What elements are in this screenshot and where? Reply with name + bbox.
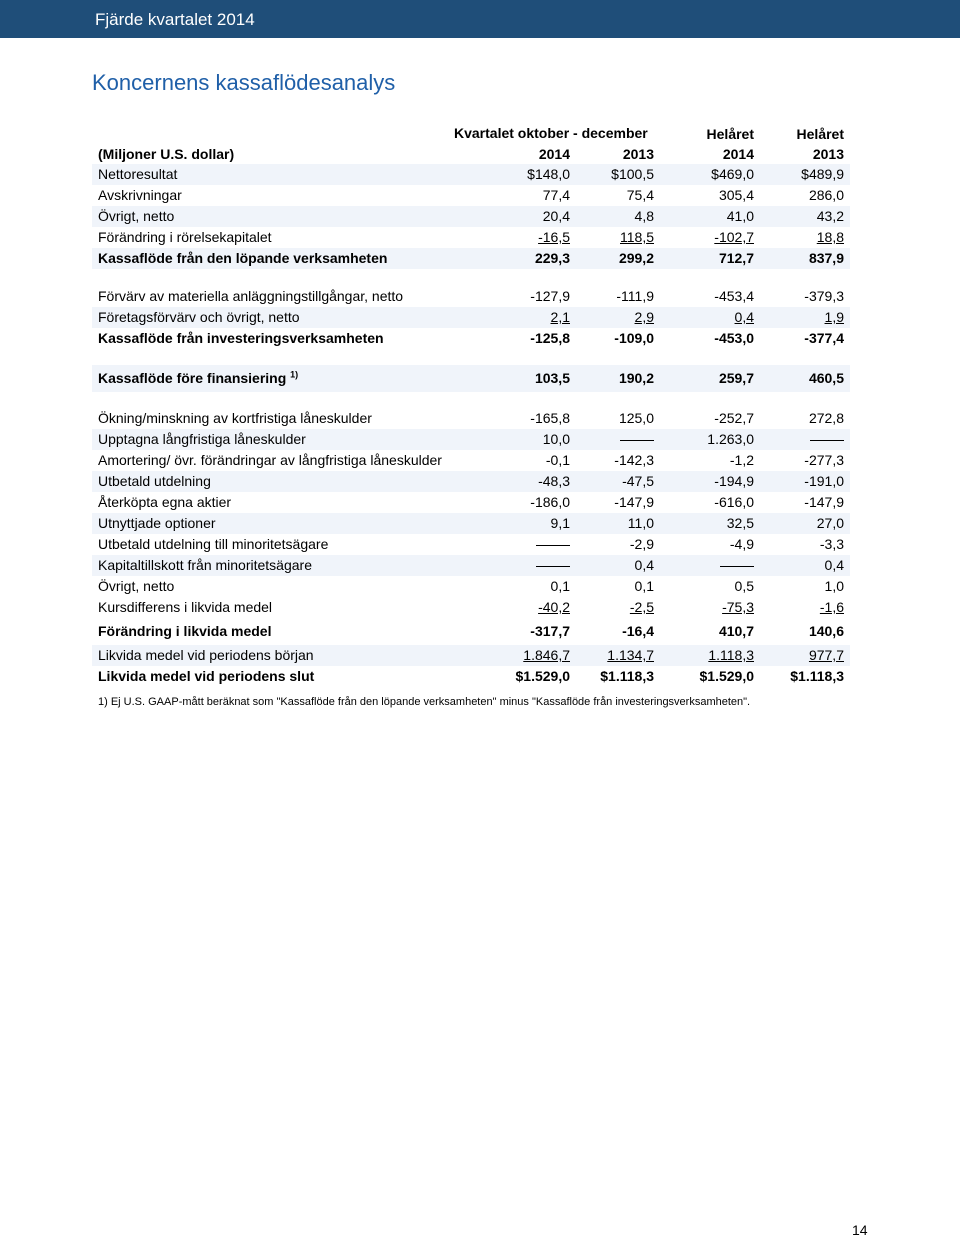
- cell-value: $1.529,0: [515, 668, 570, 684]
- row-label: Förändring i rörelsekapitalet: [98, 229, 272, 245]
- row-label: Övrigt, netto: [98, 208, 175, 224]
- cell-value: 18,8: [816, 229, 844, 245]
- cell-value: 305,4: [718, 187, 754, 203]
- col-header-q2014: 2014: [538, 146, 570, 162]
- cell-value: -252,7: [714, 410, 754, 426]
- page-title: Koncernens kassaflödesanalys: [92, 70, 396, 95]
- cell-value: 259,7: [718, 370, 754, 386]
- cell-value: 460,5: [808, 370, 844, 386]
- cell-value: [620, 429, 654, 450]
- table-row: [92, 248, 850, 269]
- banner-text: Fjärde kvartalet 2014: [95, 10, 255, 29]
- header-banner: [0, 0, 960, 38]
- cell-value: -40,2: [538, 599, 570, 615]
- table-row: [92, 450, 850, 471]
- cell-value: -317,7: [530, 623, 570, 639]
- unit-label: (Miljoner U.S. dollar): [98, 146, 235, 162]
- col-header-y2013: 2013: [812, 146, 844, 162]
- cell-value: -127,9: [530, 288, 570, 304]
- cell-value: -186,0: [530, 494, 570, 510]
- cell-value: -379,3: [804, 288, 844, 304]
- cashflow-table: [92, 164, 850, 687]
- table-row: [92, 666, 850, 687]
- cell-value: -102,7: [714, 229, 754, 245]
- row-label: Nettoresultat: [98, 166, 178, 182]
- table-row: [92, 429, 850, 450]
- cell-value: 11,0: [627, 515, 654, 531]
- cell-value: 1.263,0: [707, 431, 754, 447]
- table-row: [92, 307, 850, 328]
- cell-value: 1.134,7: [607, 647, 654, 663]
- cell-value: 118,5: [620, 229, 654, 245]
- row-label: Kapitaltillskott från minoritetsägare: [98, 557, 312, 573]
- table-row: [92, 408, 850, 429]
- row-label: Avskrivningar: [98, 187, 182, 203]
- row-label: Upptagna långfristiga låneskulder: [98, 431, 306, 447]
- cell-value: -453,4: [714, 288, 754, 304]
- cell-value: $469,0: [711, 166, 754, 182]
- footnote: 1) Ej U.S. GAAP-mått beräknat som "Kassaflöde från den löpande verksamheten" minus "Kassaflöde från investeringsverksamheten".: [98, 696, 751, 708]
- cell-value: -277,3: [804, 452, 844, 468]
- cell-value: -147,9: [804, 494, 844, 510]
- cell-value: 190,2: [618, 370, 654, 386]
- cell-value: -2,5: [629, 599, 654, 615]
- row-spacer: [92, 349, 850, 365]
- cell-value: 0,4: [634, 557, 654, 573]
- cell-value: -111,9: [616, 288, 654, 304]
- row-spacer: [92, 392, 850, 408]
- cell-value: 0,1: [550, 578, 570, 594]
- table-row: [92, 534, 850, 555]
- row-label: Kursdifferens i likvida medel: [98, 599, 273, 615]
- cell-value: -4,9: [729, 536, 754, 552]
- table-row: [92, 227, 850, 248]
- cell-value: -1,2: [729, 452, 754, 468]
- cell-value: -147,9: [614, 494, 654, 510]
- cell-value: $1.529,0: [699, 668, 754, 684]
- page-number: 14: [852, 1222, 868, 1238]
- cell-value: 837,9: [808, 250, 844, 266]
- table-row: [92, 164, 850, 185]
- quarter-group-header: Kvartalet oktober - december: [454, 125, 648, 141]
- cell-value: -1,6: [819, 599, 844, 615]
- cell-value: -48,3: [538, 473, 570, 489]
- row-label: Likvida medel vid periodens slut: [98, 668, 315, 684]
- cell-value: [536, 555, 570, 576]
- cell-value: -194,9: [714, 473, 754, 489]
- table-row: [92, 576, 850, 597]
- cell-value: 0,1: [634, 578, 654, 594]
- table-row: [92, 471, 850, 492]
- row-label: Återköpta egna aktier: [98, 494, 232, 510]
- cell-value: 0,5: [734, 578, 754, 594]
- cell-value: -47,5: [622, 473, 654, 489]
- table-row: [92, 597, 850, 618]
- row-spacer: [92, 269, 850, 286]
- row-label: Förändring i likvida medel: [98, 623, 272, 639]
- row-label: Utbetald utdelning till minoritetsägare: [98, 536, 329, 552]
- cell-value: -453,0: [714, 330, 754, 346]
- row-label: Kassaflöde från investeringsverksamheten: [98, 330, 384, 346]
- cell-value: $489,9: [801, 166, 844, 182]
- row-label: Ökning/minskning av kortfristiga låneskulder: [98, 410, 372, 426]
- cell-value: 1,9: [824, 309, 844, 325]
- col-header-y2014: 2014: [722, 146, 754, 162]
- row-label: Företagsförvärv och övrigt, netto: [98, 309, 300, 325]
- cell-value: [720, 555, 754, 576]
- cell-value: 272,8: [808, 410, 844, 426]
- cell-value: 286,0: [808, 187, 844, 203]
- row-label: Likvida medel vid periodens början: [98, 647, 314, 663]
- table-row: [92, 645, 850, 666]
- table-row: [92, 492, 850, 513]
- cell-value: 2,1: [550, 309, 570, 325]
- cell-value: 20,4: [542, 208, 570, 224]
- table-row: [92, 185, 850, 206]
- cell-value: 1,0: [824, 578, 844, 594]
- row-label: Amortering/ övr. förändringar av långfristiga låneskulder: [98, 452, 442, 468]
- cell-value: 125,0: [618, 410, 654, 426]
- cell-value: [536, 534, 570, 555]
- full-year-header-2014: Helåret: [706, 126, 754, 142]
- cell-value: -16,5: [538, 229, 570, 245]
- cell-value: 75,4: [626, 187, 654, 203]
- table-row: [92, 328, 850, 349]
- table-row: [92, 206, 850, 227]
- cell-value: -75,3: [722, 599, 754, 615]
- row-label: Övrigt, netto: [98, 578, 175, 594]
- cell-value: 977,7: [808, 647, 844, 663]
- cell-value: -0,1: [545, 452, 570, 468]
- col-header-q2013: 2013: [622, 146, 654, 162]
- cell-value: -616,0: [714, 494, 754, 510]
- cell-value: 0,4: [824, 557, 844, 573]
- cell-value: -165,8: [530, 410, 570, 426]
- cell-value: 1.118,3: [708, 647, 754, 663]
- cell-value: -377,4: [804, 330, 844, 346]
- cell-value: $100,5: [611, 166, 654, 182]
- cell-value: 299,2: [618, 250, 654, 266]
- cell-value: 103,5: [534, 370, 570, 386]
- cell-value: 0,4: [734, 309, 754, 325]
- cell-value: -16,4: [622, 623, 654, 639]
- cell-value: -2,9: [629, 536, 654, 552]
- cell-value: 4,8: [634, 208, 654, 224]
- cell-value: -125,8: [530, 330, 570, 346]
- cell-value: 2,9: [634, 309, 654, 325]
- cell-value: 10,0: [542, 431, 570, 447]
- cell-value: 1.846,7: [523, 647, 570, 663]
- cell-value: [810, 429, 844, 450]
- cell-value: $1.118,3: [600, 668, 654, 684]
- footnote-ref: 1): [290, 369, 299, 380]
- row-label: Förvärv av materiella anläggningstillgångar, netto: [98, 288, 404, 304]
- row-label: Kassaflöde före finansiering $^{1)}$: [98, 369, 299, 386]
- row-label: Kassaflöde från den löpande verksamheten: [98, 250, 388, 266]
- cell-value: -109,0: [614, 330, 654, 346]
- table-row: [92, 365, 850, 392]
- cell-value: 32,5: [726, 515, 754, 531]
- cell-value: 712,7: [718, 250, 754, 266]
- cell-value: 229,3: [534, 250, 570, 266]
- cell-value: -142,3: [614, 452, 654, 468]
- full-year-header-2013: Helåret: [796, 126, 844, 142]
- cell-value: 140,6: [808, 623, 844, 639]
- cell-value: -191,0: [804, 473, 844, 489]
- table-row: [92, 555, 850, 576]
- cell-value: 77,4: [542, 187, 570, 203]
- cell-value: $1.118,3: [790, 668, 844, 684]
- table-row: [92, 286, 850, 307]
- row-label: Utnyttjade optioner: [98, 515, 216, 531]
- table-row: [92, 618, 850, 645]
- cell-value: 410,7: [718, 623, 754, 639]
- cell-value: 41,0: [726, 208, 754, 224]
- cell-value: 9,1: [550, 515, 570, 531]
- table-row: [92, 513, 850, 534]
- cell-value: $148,0: [527, 166, 570, 182]
- row-label: Utbetald utdelning: [98, 473, 211, 489]
- cell-value: -3,3: [819, 536, 844, 552]
- cell-value: 43,2: [816, 208, 844, 224]
- cell-value: 27,0: [816, 515, 844, 531]
